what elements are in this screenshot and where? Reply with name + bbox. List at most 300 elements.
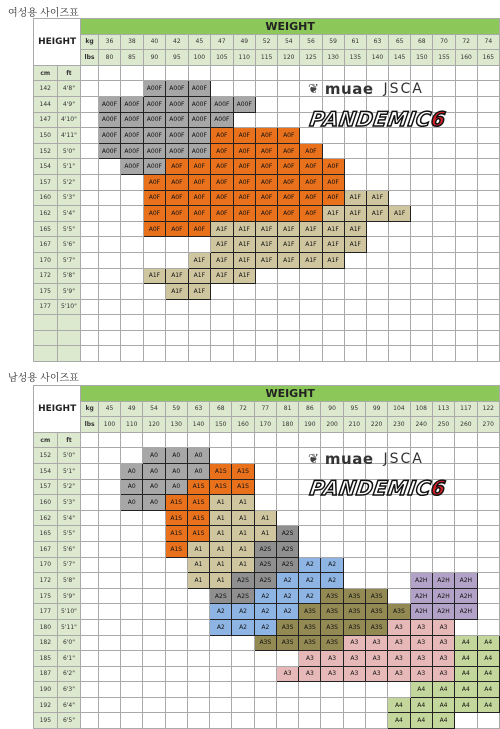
size-cell: A3S xyxy=(366,619,388,635)
table-row xyxy=(34,510,500,526)
lbs-cell: 115 xyxy=(256,50,278,66)
size-cell: A1F xyxy=(211,237,233,253)
height-ft: 5'2" xyxy=(57,174,81,190)
table-cell xyxy=(344,346,366,362)
table-cell xyxy=(322,346,344,362)
table-row xyxy=(34,346,500,362)
lbs-cell: 270 xyxy=(477,417,499,433)
table-cell xyxy=(81,619,99,635)
table-cell xyxy=(477,252,499,268)
table-cell xyxy=(433,65,455,81)
size-cell: A4 xyxy=(432,697,454,713)
height-ft: 5'4" xyxy=(57,510,81,526)
kg-cell: 38 xyxy=(121,34,143,50)
table-cell xyxy=(98,432,120,448)
size-cell: A2 xyxy=(210,619,232,635)
size-cell: A1F xyxy=(344,221,366,237)
height-cm: 154 xyxy=(34,159,58,175)
size-cell: A1F xyxy=(322,237,344,253)
size-cell: A2 xyxy=(276,588,298,604)
table-cell xyxy=(455,713,477,729)
table-cell xyxy=(477,65,499,81)
table-cell xyxy=(188,65,210,81)
table-cell xyxy=(166,346,188,362)
table-cell xyxy=(276,432,298,448)
table-row xyxy=(34,619,500,635)
table-cell xyxy=(278,284,300,300)
size-cell: A4 xyxy=(388,713,410,729)
table-cell xyxy=(366,252,388,268)
table-cell xyxy=(210,432,232,448)
size-cell: A1F xyxy=(256,252,278,268)
size-cell: A00F xyxy=(143,128,165,144)
size-cell: A4 xyxy=(455,697,477,713)
kg-cell: 63 xyxy=(366,34,388,50)
size-cell: A2S xyxy=(276,557,298,573)
table-cell xyxy=(477,619,499,635)
size-cell: A0F xyxy=(143,206,165,222)
table-cell xyxy=(366,713,388,729)
table-cell xyxy=(211,346,233,362)
table-cell xyxy=(300,315,322,331)
table-cell xyxy=(233,112,255,128)
table-cell xyxy=(211,299,233,315)
table-cell xyxy=(98,81,120,97)
height-cm: 152 xyxy=(34,143,58,159)
size-cell: A2 xyxy=(254,588,276,604)
kg-cell: 99 xyxy=(366,401,388,417)
height-cm: 150 xyxy=(34,128,58,144)
table-cell xyxy=(165,573,187,589)
table-cell xyxy=(477,159,499,175)
table-cell xyxy=(166,299,188,315)
height-cm: 142 xyxy=(34,81,58,97)
lbs-cell: 125 xyxy=(300,50,322,66)
table-cell xyxy=(81,221,98,237)
women-size-table xyxy=(33,18,500,362)
table-cell xyxy=(81,159,98,175)
kg-cell: 86 xyxy=(299,401,321,417)
table-cell xyxy=(455,432,477,448)
table-cell xyxy=(210,635,232,651)
size-cell: A2S xyxy=(276,541,298,557)
height-ft: 5'9" xyxy=(57,588,81,604)
size-cell: A1F xyxy=(143,268,165,284)
table-cell xyxy=(121,299,143,315)
size-cell: A00F xyxy=(121,112,143,128)
height-ft: 5'2" xyxy=(57,479,81,495)
table-cell xyxy=(299,432,321,448)
brand-name: muae xyxy=(324,80,374,98)
table-cell xyxy=(143,432,165,448)
size-cell: A2 xyxy=(254,619,276,635)
size-cell: A2H xyxy=(410,604,432,620)
kg-cell: 113 xyxy=(432,401,454,417)
table-cell xyxy=(232,635,254,651)
kg-label: kg xyxy=(81,34,98,50)
size-cell: A0F xyxy=(300,143,322,159)
table-cell xyxy=(143,315,165,331)
size-cell: A3 xyxy=(388,635,410,651)
table-cell xyxy=(233,346,255,362)
kg-cell: 90 xyxy=(321,401,343,417)
table-cell xyxy=(121,666,143,682)
table-cell xyxy=(477,268,499,284)
table-cell xyxy=(477,315,499,331)
cm-label: cm xyxy=(34,65,58,81)
table-cell xyxy=(276,448,298,464)
size-cell: A00F xyxy=(166,128,188,144)
size-cell: A1 xyxy=(232,557,254,573)
table-cell xyxy=(188,299,210,315)
table-cell xyxy=(121,190,143,206)
lbs-cell: 90 xyxy=(143,50,165,66)
table-cell xyxy=(477,495,499,511)
table-cell xyxy=(98,479,120,495)
table-cell xyxy=(166,315,188,331)
table-cell xyxy=(455,96,477,112)
men-section-title: 남성용 사이즈표 xyxy=(8,373,79,384)
table-cell xyxy=(143,635,165,651)
size-cell: A1S xyxy=(187,495,209,511)
table-cell xyxy=(98,604,120,620)
table-cell xyxy=(187,432,209,448)
size-cell: A00F xyxy=(98,112,120,128)
table-cell xyxy=(188,330,210,346)
height-ft: 6'4" xyxy=(57,697,81,713)
kg-cell: 68 xyxy=(210,401,232,417)
table-cell xyxy=(233,299,255,315)
table-cell xyxy=(98,299,120,315)
table-cell xyxy=(477,143,499,159)
table-cell xyxy=(477,604,499,620)
men-brand-logo xyxy=(308,450,424,468)
size-cell: A0F xyxy=(322,159,344,175)
table-cell xyxy=(366,526,388,542)
table-cell xyxy=(81,588,99,604)
size-cell: A1 xyxy=(232,510,254,526)
table-cell xyxy=(366,573,388,589)
size-cell: A3 xyxy=(432,619,454,635)
table-cell xyxy=(344,65,366,81)
kg-cell: 45 xyxy=(188,34,210,50)
height-cm: 180 xyxy=(34,619,58,635)
table-cell xyxy=(254,463,276,479)
table-cell xyxy=(233,81,255,97)
kg-cell: 59 xyxy=(165,401,187,417)
table-cell xyxy=(254,666,276,682)
height-cm: 192 xyxy=(34,697,58,713)
table-cell xyxy=(166,65,188,81)
size-cell: A0F xyxy=(256,206,278,222)
height-cm: 195 xyxy=(34,713,58,729)
table-cell xyxy=(121,65,143,81)
table-cell xyxy=(410,557,432,573)
height-ft: 4'9" xyxy=(57,96,81,112)
table-cell xyxy=(477,713,499,729)
table-cell xyxy=(98,346,120,362)
kg-cell: 61 xyxy=(344,34,366,50)
table-cell xyxy=(344,174,366,190)
table-cell xyxy=(300,268,322,284)
table-cell xyxy=(165,635,187,651)
table-cell xyxy=(81,463,99,479)
kg-cell: 70 xyxy=(433,34,455,50)
height-ft: 6'0" xyxy=(57,635,81,651)
table-row xyxy=(34,143,500,159)
size-cell: A1 xyxy=(254,510,276,526)
size-cell: A2 xyxy=(299,573,321,589)
table-cell xyxy=(233,65,255,81)
table-cell xyxy=(165,588,187,604)
table-cell xyxy=(278,346,300,362)
size-cell: A0F xyxy=(300,206,322,222)
size-cell: A0F xyxy=(233,128,255,144)
size-cell: A0F xyxy=(278,143,300,159)
size-cell: A1F xyxy=(188,284,210,300)
table-cell xyxy=(322,65,344,81)
table-cell xyxy=(411,206,433,222)
size-cell: A00F xyxy=(166,112,188,128)
height-cm: 160 xyxy=(34,495,58,511)
size-cell: A2 xyxy=(321,573,343,589)
table-cell xyxy=(81,299,98,315)
size-cell: A1F xyxy=(233,252,255,268)
table-cell xyxy=(98,463,120,479)
lbs-cell: 155 xyxy=(433,50,455,66)
table-cell xyxy=(477,448,499,464)
table-cell xyxy=(432,526,454,542)
table-cell xyxy=(143,237,165,253)
height-ft: 6'5" xyxy=(57,713,81,729)
table-row xyxy=(34,448,500,464)
women-brand-logo xyxy=(308,80,424,98)
table-cell xyxy=(343,557,365,573)
size-cell: A3S xyxy=(299,619,321,635)
ft-label: ft xyxy=(57,432,81,448)
table-cell xyxy=(455,619,477,635)
size-cell: A4 xyxy=(432,713,454,729)
table-cell xyxy=(432,432,454,448)
table-cell xyxy=(98,284,120,300)
table-cell xyxy=(433,159,455,175)
size-cell: A4 xyxy=(410,713,432,729)
size-cell: A1S xyxy=(187,510,209,526)
size-cell: A1S xyxy=(165,495,187,511)
size-cell: A3 xyxy=(366,651,388,667)
table-cell xyxy=(187,666,209,682)
height-cm: 165 xyxy=(34,221,58,237)
size-cell: A3S xyxy=(321,635,343,651)
kg-cell: 63 xyxy=(187,401,209,417)
table-cell xyxy=(455,284,477,300)
size-cell: A3 xyxy=(276,666,298,682)
table-cell xyxy=(98,174,120,190)
table-cell xyxy=(81,346,98,362)
height-ft: 4'10" xyxy=(57,112,81,128)
size-cell: A00F xyxy=(188,96,210,112)
size-cell: A0F xyxy=(233,206,255,222)
lbs-cell: 135 xyxy=(344,50,366,66)
size-cell: A00F xyxy=(121,96,143,112)
size-cell: A0F xyxy=(278,159,300,175)
lbs-cell: 150 xyxy=(210,417,232,433)
table-cell xyxy=(322,284,344,300)
table-cell xyxy=(121,573,143,589)
table-cell xyxy=(366,143,388,159)
size-cell: A4 xyxy=(455,666,477,682)
lbs-cell: 145 xyxy=(389,50,411,66)
table-cell xyxy=(411,252,433,268)
table-cell xyxy=(98,448,120,464)
table-cell xyxy=(187,651,209,667)
table-cell xyxy=(388,682,410,698)
size-cell: A3 xyxy=(388,666,410,682)
size-cell: A4 xyxy=(455,682,477,698)
table-cell xyxy=(321,510,343,526)
size-cell: A0 xyxy=(165,463,187,479)
table-cell xyxy=(210,651,232,667)
table-cell xyxy=(81,96,98,112)
weight-header: WEIGHT xyxy=(81,386,500,402)
table-cell xyxy=(322,330,344,346)
size-cell: A0 xyxy=(143,495,165,511)
table-cell xyxy=(455,557,477,573)
size-cell: A0 xyxy=(121,479,143,495)
table-cell xyxy=(389,190,411,206)
table-cell xyxy=(121,432,143,448)
height-header: HEIGHT xyxy=(34,386,81,433)
table-cell xyxy=(143,651,165,667)
table-cell xyxy=(81,510,99,526)
table-cell xyxy=(121,206,143,222)
table-cell xyxy=(300,330,322,346)
table-cell xyxy=(98,635,120,651)
table-cell xyxy=(278,112,300,128)
size-cell: A0F xyxy=(166,190,188,206)
table-cell xyxy=(477,299,499,315)
table-cell xyxy=(210,666,232,682)
table-cell xyxy=(278,330,300,346)
table-cell xyxy=(433,237,455,253)
size-cell: A2H xyxy=(455,604,477,620)
size-cell: A0F xyxy=(322,174,344,190)
height-ft: 5'0" xyxy=(57,143,81,159)
size-cell: A0F xyxy=(278,206,300,222)
table-cell xyxy=(211,284,233,300)
table-cell xyxy=(455,112,477,128)
table-cell xyxy=(121,221,143,237)
height-ft: 5'6" xyxy=(57,541,81,557)
kg-cell: 68 xyxy=(411,34,433,50)
size-cell: A0F xyxy=(300,174,322,190)
brand-sub: JSCA xyxy=(383,81,424,97)
table-cell xyxy=(455,526,477,542)
table-cell xyxy=(276,713,298,729)
table-cell xyxy=(344,252,366,268)
table-cell xyxy=(81,190,98,206)
table-cell xyxy=(121,526,143,542)
table-cell xyxy=(98,268,120,284)
table-cell xyxy=(81,666,99,682)
table-cell xyxy=(344,330,366,346)
table-cell xyxy=(433,346,455,362)
size-cell: A2 xyxy=(210,604,232,620)
table-cell xyxy=(81,635,99,651)
size-cell: A0F xyxy=(233,190,255,206)
table-cell xyxy=(121,510,143,526)
size-cell: A3S xyxy=(276,619,298,635)
size-cell: A1F xyxy=(211,252,233,268)
table-row xyxy=(34,237,500,253)
lbs-cell: 165 xyxy=(477,50,499,66)
table-cell xyxy=(344,143,366,159)
table-cell xyxy=(98,315,120,331)
height-cm xyxy=(34,330,58,346)
table-cell xyxy=(98,221,120,237)
size-cell: A0F xyxy=(233,159,255,175)
table-cell xyxy=(389,174,411,190)
lbs-cell: 80 xyxy=(98,50,120,66)
table-cell xyxy=(477,128,499,144)
table-cell xyxy=(411,330,433,346)
table-cell xyxy=(433,330,455,346)
kg-cell: 54 xyxy=(278,34,300,50)
size-cell: A4 xyxy=(455,635,477,651)
size-cell: A1F xyxy=(344,190,366,206)
size-cell: A2 xyxy=(321,557,343,573)
table-cell xyxy=(81,315,98,331)
table-cell xyxy=(232,448,254,464)
size-cell: A4 xyxy=(477,682,499,698)
table-cell xyxy=(343,510,365,526)
size-cell: A2S xyxy=(254,557,276,573)
size-cell: A1F xyxy=(300,237,322,253)
height-cm: 160 xyxy=(34,190,58,206)
table-cell xyxy=(299,526,321,542)
table-cell xyxy=(121,252,143,268)
table-cell xyxy=(98,206,120,222)
size-cell: A00F xyxy=(233,96,255,112)
size-cell: A2S xyxy=(276,526,298,542)
size-cell: A0F xyxy=(211,190,233,206)
height-cm: 187 xyxy=(34,666,58,682)
table-row xyxy=(34,526,500,542)
table-cell xyxy=(410,510,432,526)
table-cell xyxy=(121,330,143,346)
size-cell: A00F xyxy=(121,128,143,144)
table-cell xyxy=(81,448,99,464)
size-cell: A00F xyxy=(188,128,210,144)
size-cell: A1S xyxy=(187,479,209,495)
table-cell xyxy=(254,432,276,448)
lbs-cell: 120 xyxy=(278,50,300,66)
size-cell: A2S xyxy=(232,588,254,604)
size-cell: A4 xyxy=(455,651,477,667)
size-cell: A1F xyxy=(211,268,233,284)
table-cell xyxy=(433,190,455,206)
size-cell: A00F xyxy=(188,81,210,97)
table-cell xyxy=(210,713,232,729)
table-row xyxy=(34,159,500,175)
table-cell xyxy=(143,299,165,315)
size-cell: A3S xyxy=(321,619,343,635)
table-cell xyxy=(98,588,120,604)
table-cell xyxy=(366,299,388,315)
table-cell xyxy=(366,330,388,346)
table-cell xyxy=(344,299,366,315)
table-cell xyxy=(389,284,411,300)
